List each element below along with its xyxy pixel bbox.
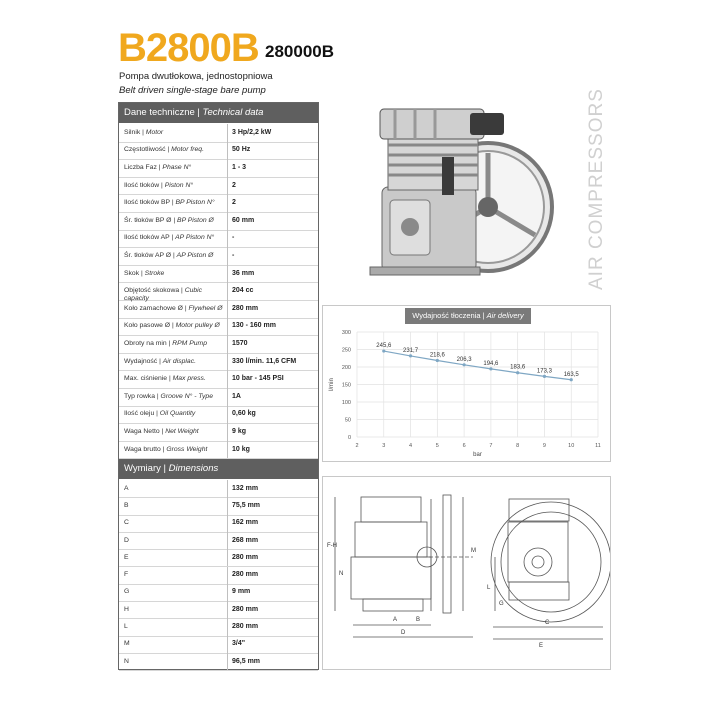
tech-row	[119, 230, 318, 249]
dims-row	[119, 618, 318, 636]
dims-row	[119, 497, 318, 515]
subtitle-en: Belt driven single-stage bare pump	[119, 85, 266, 96]
tech-row	[119, 406, 318, 425]
data-point	[382, 349, 385, 352]
subtitle-pl: Pompa dwutłokowa, jednostopniowa	[119, 71, 273, 82]
y-tick-label: 0	[347, 435, 351, 441]
x-tick-label: 2	[355, 443, 359, 449]
y-tick-label: 50	[344, 417, 351, 424]
x-tick-label: 3	[382, 443, 386, 449]
dims-row-value: 280 mm	[232, 571, 259, 579]
y-axis-label: l/min	[329, 378, 335, 391]
tech-row	[119, 300, 318, 319]
dims-row-key: N	[124, 657, 129, 665]
tech-row	[119, 212, 318, 231]
tech-row-label: Obroty na min | RPM Pump	[124, 339, 207, 347]
tech-row-label: Śr. tłoków BP Ø | BP Piston Ø	[124, 216, 214, 224]
tech-row-value: 280 mm	[232, 304, 259, 312]
x-tick-label: 7	[489, 443, 493, 449]
dims-header: Wymiary | Dimensions	[119, 459, 318, 479]
x-tick-label: 9	[542, 443, 546, 449]
tech-row-label: Max. ciśnienie | Max press.	[124, 375, 206, 383]
tech-row-label: Skok | Stroke	[124, 269, 165, 277]
data-point	[463, 363, 466, 366]
y-tick-label: 100	[341, 400, 351, 406]
dim-label-n: N	[339, 571, 344, 577]
tech-row-value: 204 cc	[232, 287, 254, 295]
dim-label-d: D	[401, 630, 406, 636]
tech-row-value: -	[232, 234, 235, 242]
dim-label-e: E	[539, 643, 544, 649]
dims-row	[119, 584, 318, 602]
dims-row-key: D	[124, 536, 129, 544]
dims-row	[119, 532, 318, 550]
data-label: 194,6	[483, 360, 499, 367]
dims-row-value: 280 mm	[232, 623, 259, 631]
tech-row-label: Objętość skokowa | Cubic capacity	[124, 287, 203, 303]
tech-row-label: Ilość tłoków AP | AP Piston N°	[124, 234, 215, 242]
dims-row-key: F	[124, 571, 129, 579]
x-tick-label: 11	[595, 443, 601, 449]
tech-row-value: 1 - 3	[232, 163, 247, 171]
air-delivery-chart	[322, 305, 611, 462]
spec-table	[118, 102, 319, 670]
tech-row	[119, 265, 318, 284]
tech-row-value: 10 kg	[232, 445, 250, 453]
tech-row-label: Śr. tłoków AP Ø | AP Piston Ø	[124, 251, 214, 259]
x-axis-label: bar	[473, 452, 482, 458]
tech-row-value: 0,60 kg	[232, 410, 256, 418]
dims-row	[119, 653, 318, 671]
tech-row	[119, 370, 318, 389]
x-tick-label: 6	[462, 443, 466, 449]
tech-row	[119, 282, 318, 301]
tech-row-label: Koło pasowe Ø | Motor pulley Ø	[124, 322, 220, 330]
tech-row-value: 2	[232, 199, 236, 207]
x-tick-label: 5	[435, 443, 439, 449]
tech-row-value: 1A	[232, 392, 241, 400]
dim-label-l: L	[487, 585, 491, 591]
data-label: 206,3	[456, 356, 472, 363]
data-point	[516, 371, 519, 374]
dims-row-key: G	[124, 588, 130, 596]
tech-row-value: 1570	[232, 339, 248, 347]
tech-row-value: 2	[232, 181, 236, 189]
data-point	[570, 378, 573, 381]
data-point	[543, 375, 546, 378]
dims-row	[119, 549, 318, 567]
dims-row	[119, 567, 318, 585]
dims-row-value: 268 mm	[232, 536, 259, 544]
tech-row-label: Ilość tłoków BP | BP Piston N°	[124, 199, 215, 207]
dim-label-fh: F-H	[327, 543, 337, 549]
dims-row-key: B	[124, 501, 129, 509]
drawing-svg	[323, 477, 610, 669]
tech-row-value: 36 mm	[232, 269, 255, 277]
y-tick-label: 150	[341, 382, 351, 389]
tech-row-label: Waga Netto | Net Weight	[124, 427, 199, 435]
dims-row-value: 3/4"	[232, 640, 246, 648]
tech-header: Dane techniczne | Technical data	[119, 103, 318, 123]
tech-row-label: Częstotliwość | Motor freq.	[124, 146, 204, 154]
dims-row-value: 280 mm	[232, 553, 259, 561]
dims-row-value: 75,5 mm	[232, 501, 261, 509]
data-label: 173,3	[536, 368, 552, 375]
tech-row-value: 9 kg	[232, 427, 247, 435]
chart-title: Wydajność tłoczenia | Air delivery	[405, 308, 531, 324]
tech-row	[119, 335, 318, 354]
y-tick-label: 250	[341, 347, 351, 354]
tech-row	[119, 194, 318, 213]
x-tick-label: 4	[409, 443, 413, 449]
dims-row-value: 9 mm	[232, 588, 251, 596]
model-title: B2800B	[118, 26, 259, 70]
tech-row-label: Ilość oleju | Oil Quantity	[124, 410, 196, 418]
tech-row-label: Ilość tłoków | Piston N°	[124, 181, 194, 189]
data-point	[489, 367, 492, 370]
dims-row-value: 162 mm	[232, 519, 259, 527]
dim-label-a: A	[393, 617, 398, 623]
tech-row-label: Koło zamachowe Ø | Flywheel Ø	[124, 304, 223, 312]
dims-row	[119, 636, 318, 654]
tech-row-value: 130 - 160 mm	[232, 322, 276, 330]
tech-row	[119, 159, 318, 178]
dims-row-key: C	[124, 519, 129, 527]
tech-row-label: Typ rowka | Groove N° - Type	[124, 392, 213, 400]
tech-row-value: 330 l/min. 11,6 CFM	[232, 357, 297, 365]
dims-row-value: 132 mm	[232, 484, 259, 492]
pump-image	[360, 95, 560, 295]
tech-row-label: Liczba Faz | Phase N°	[124, 163, 192, 171]
tech-row-value: 60 mm	[232, 216, 255, 224]
dims-row-key: H	[124, 605, 129, 613]
tech-row-label: Waga brutto | Gross Weight	[124, 445, 208, 453]
tech-row	[119, 423, 318, 442]
dims-row-key: L	[124, 623, 128, 631]
tech-row	[119, 247, 318, 266]
data-label: 218,6	[429, 352, 445, 359]
dim-label-g: G	[499, 601, 504, 607]
dim-label-m: M	[471, 548, 476, 554]
dims-row	[119, 601, 318, 619]
product-code: 280000B	[265, 42, 335, 61]
tech-row-value: 10 bar - 145 PSI	[232, 375, 284, 383]
data-label: 163,5	[563, 371, 579, 378]
dims-row	[119, 515, 318, 533]
dims-row-value: 96,5 mm	[232, 657, 261, 665]
data-label: 231,7	[403, 347, 419, 354]
x-tick-label: 10	[568, 443, 575, 449]
tech-row-label: Wydajność | Air displac.	[124, 357, 196, 365]
chart-svg	[323, 306, 610, 461]
y-tick-label: 200	[341, 365, 351, 371]
tech-row	[119, 318, 318, 337]
tech-row	[119, 441, 318, 460]
data-label: 245,6	[376, 343, 392, 350]
data-label: 183,6	[510, 364, 526, 371]
tech-row	[119, 353, 318, 372]
tech-row-value: 3 Hp/2,2 kW	[232, 128, 272, 136]
tech-row	[119, 124, 318, 143]
dims-row-key: M	[124, 640, 130, 648]
dim-label-b: B	[416, 617, 421, 623]
x-tick-label: 8	[516, 443, 520, 449]
dims-row-key: E	[124, 553, 129, 561]
dimension-drawing	[322, 476, 611, 670]
tech-row-label: Silnik | Motor	[124, 128, 164, 136]
tech-row	[119, 388, 318, 407]
dims-row-key: A	[124, 484, 129, 492]
data-point	[409, 354, 412, 357]
tech-row-value: -	[232, 251, 235, 259]
dims-row	[119, 480, 318, 498]
data-point	[436, 359, 439, 362]
y-tick-label: 300	[341, 330, 351, 336]
dims-row-value: 280 mm	[232, 605, 259, 613]
tech-row	[119, 142, 318, 161]
tech-row-value: 50 Hz	[232, 146, 251, 154]
dim-label-c: C	[545, 620, 550, 626]
tech-row	[119, 177, 318, 196]
